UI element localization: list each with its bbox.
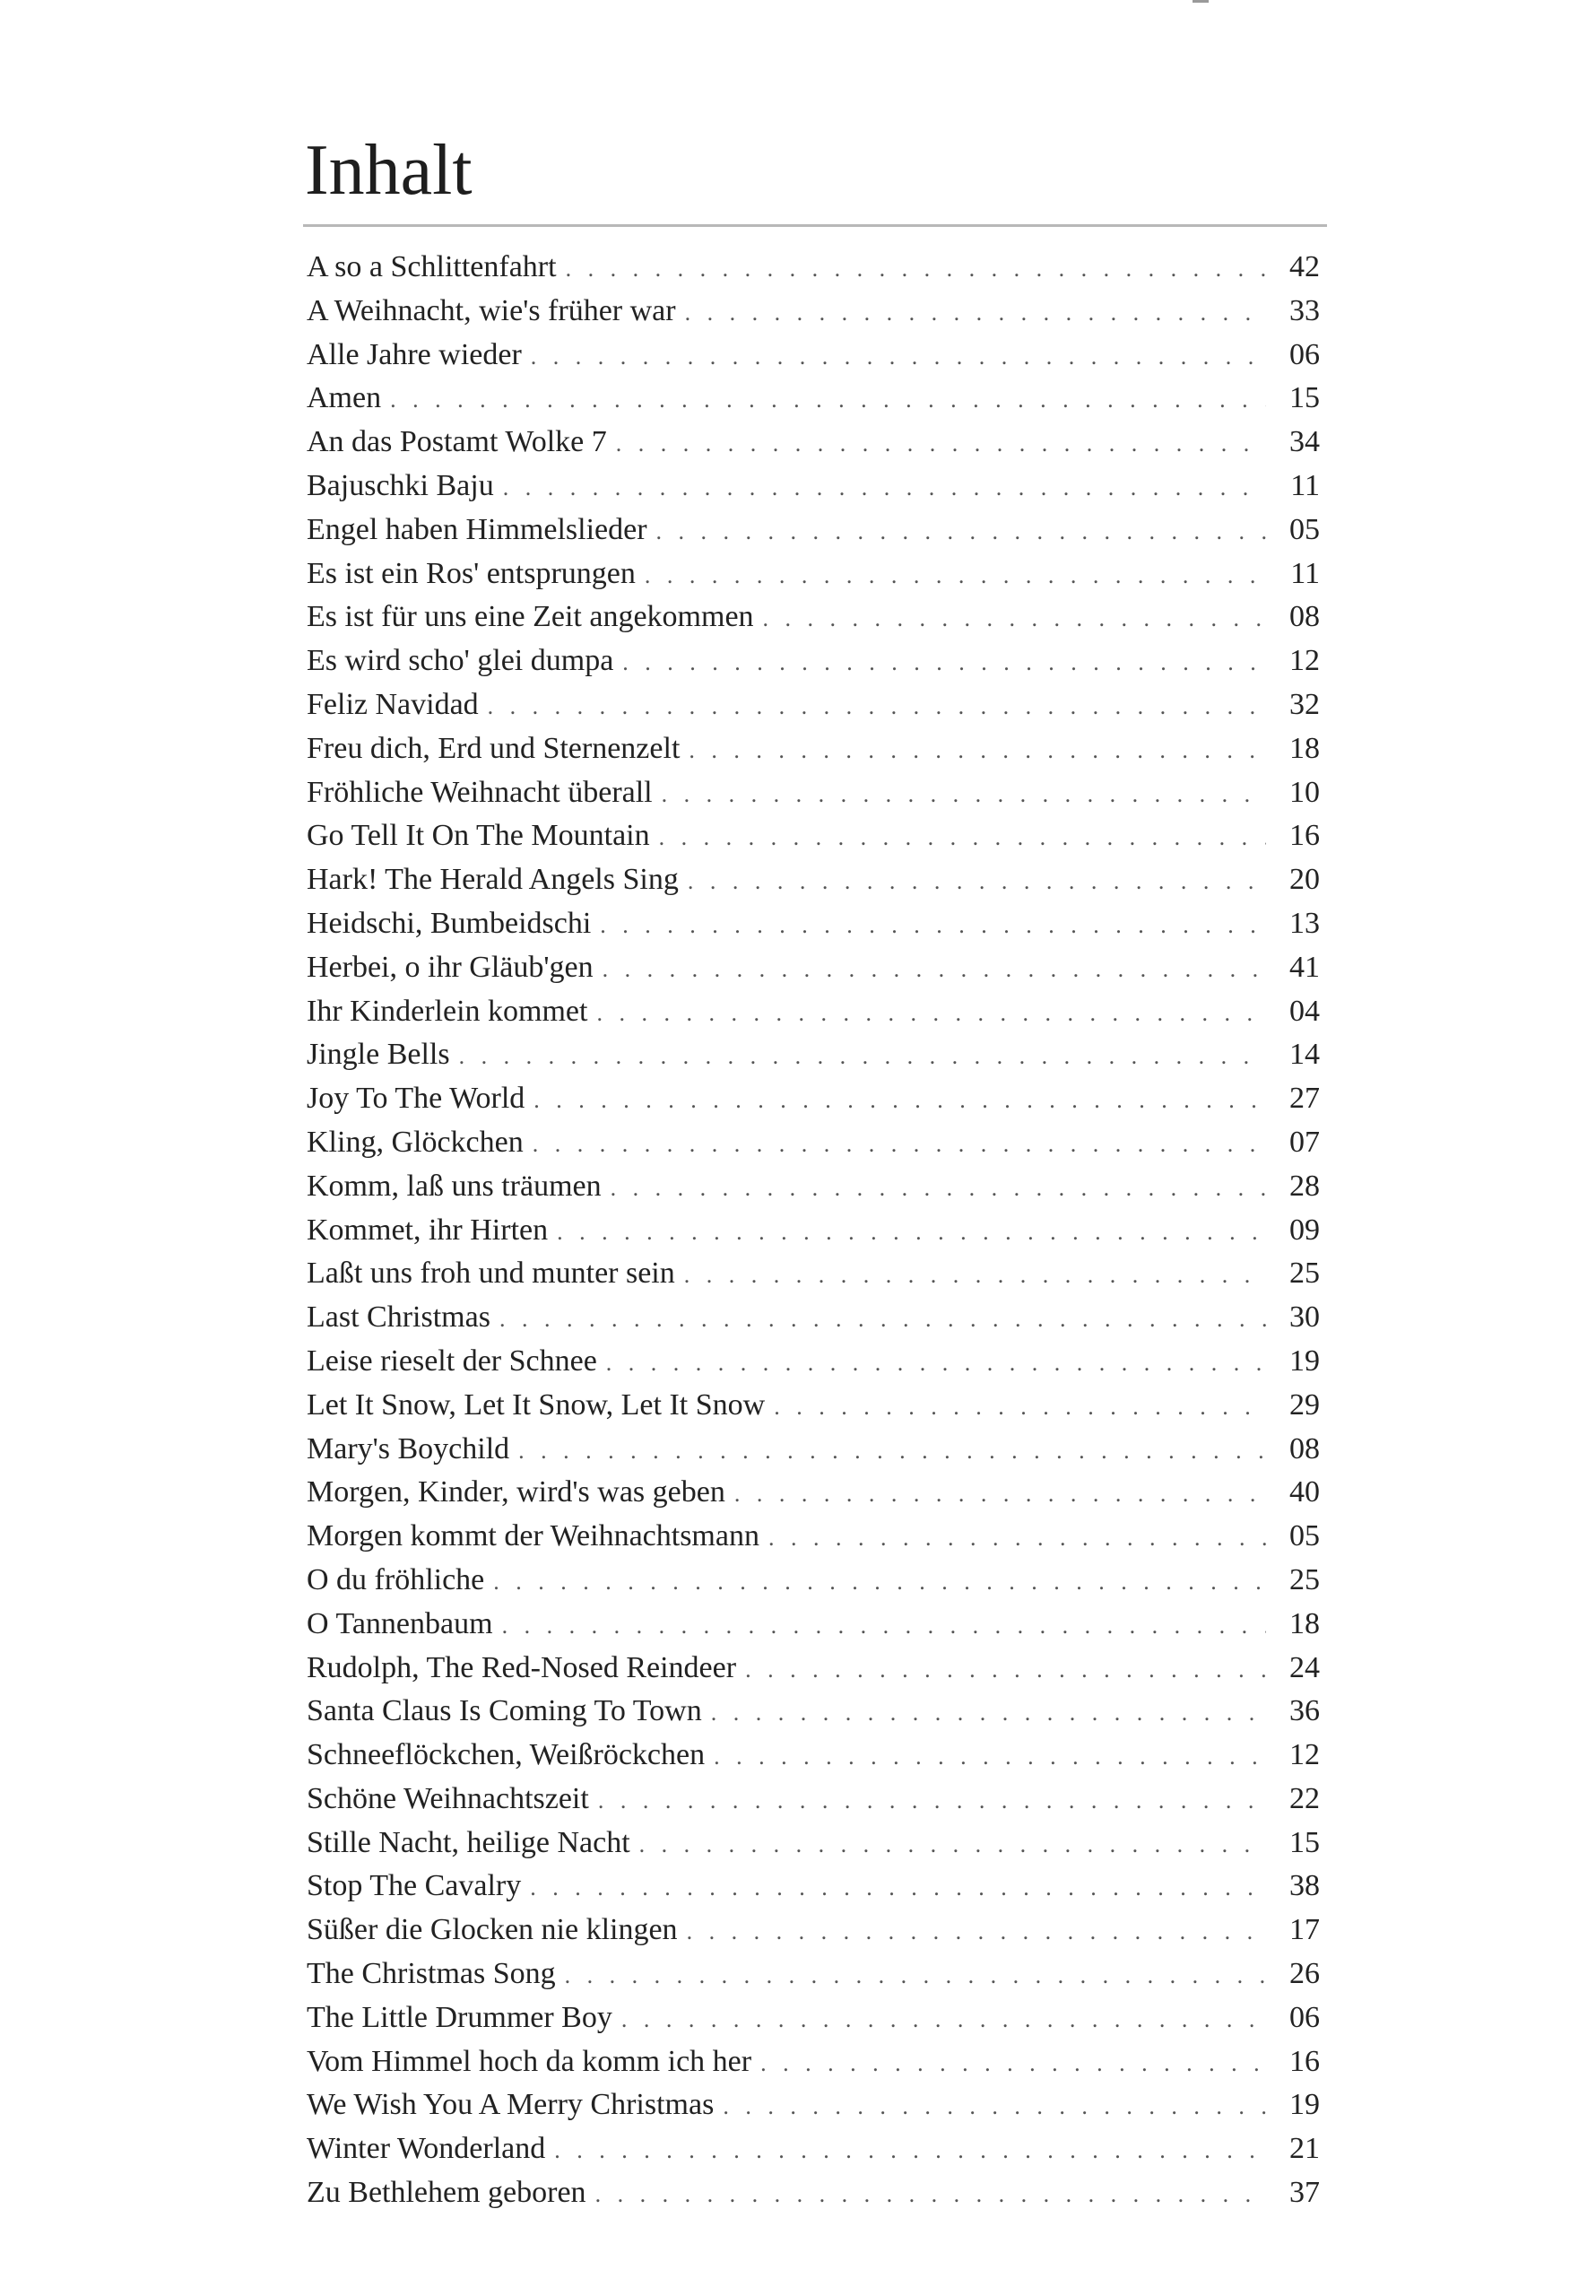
toc-entry-title: Engel haben Himmelslieder [307, 512, 647, 546]
toc-entry-page-number: 14 [1289, 1038, 1320, 1072]
dot-leader [598, 1779, 1266, 1823]
toc-entry-page-number: 06 [1289, 2000, 1320, 2034]
toc-entry-title: We Wish You A Merry Christmas [307, 2088, 715, 2122]
toc-entry-title: Es wird scho' glei dumpa [307, 644, 614, 678]
dot-leader [603, 948, 1266, 992]
toc-entry-page-number: 08 [1289, 1431, 1320, 1465]
toc-entry[interactable] [307, 1033, 1320, 1077]
toc-entry[interactable] [307, 1822, 1320, 1866]
dot-leader [390, 378, 1266, 422]
dot-leader [639, 1823, 1266, 1867]
toc-entry[interactable] [307, 1296, 1320, 1340]
toc-entry[interactable] [307, 1384, 1320, 1428]
toc-entry[interactable] [307, 1996, 1320, 2040]
dot-leader [533, 1079, 1266, 1123]
toc-entry-page-number: 22 [1289, 1781, 1320, 1815]
toc-entry[interactable] [307, 1515, 1320, 1559]
toc-entry-page-number: 26 [1289, 1957, 1320, 1991]
toc-entry-page-number: 24 [1289, 1650, 1320, 1684]
dot-leader [595, 2173, 1266, 2217]
toc-entry-page-number: 36 [1289, 1694, 1320, 1728]
toc-entry[interactable] [307, 771, 1320, 815]
toc-entry-title: Santa Claus Is Coming To Town [307, 1694, 702, 1728]
dot-leader [530, 1866, 1266, 1910]
toc-entry-title: Morgen, Kinder, wird's was geben [307, 1475, 725, 1509]
toc-entry-page-number: 38 [1289, 1869, 1320, 1903]
toc-entry-title: Joy To The World [307, 1082, 525, 1116]
toc-entry[interactable] [307, 990, 1320, 1034]
dot-leader [685, 291, 1266, 335]
toc-entry[interactable] [307, 639, 1320, 683]
toc-entry-title: Laßt uns froh und munter sein [307, 1257, 675, 1291]
toc-entry-page-number: 16 [1289, 819, 1320, 853]
toc-entry-page-number: 30 [1289, 1300, 1320, 1335]
toc-entry-title: A Weihnacht, wie's früher war [307, 293, 676, 327]
toc-entry[interactable] [307, 552, 1320, 596]
toc-entry[interactable] [307, 1909, 1320, 1952]
dot-leader [557, 1211, 1266, 1255]
toc-entry-page-number: 05 [1289, 1519, 1320, 1553]
toc-entry[interactable] [307, 858, 1320, 902]
toc-entry[interactable] [307, 727, 1320, 771]
toc-entry-page-number: 13 [1289, 906, 1320, 940]
toc-entry[interactable] [307, 1121, 1320, 1165]
toc-entry-page-number: 15 [1289, 381, 1320, 415]
toc-entry[interactable] [307, 1952, 1320, 1996]
toc-entry-title: Go Tell It On The Mountain [307, 819, 650, 853]
toc-entry-page-number: 21 [1289, 2132, 1320, 2166]
dot-leader [714, 1735, 1266, 1779]
dot-leader [662, 773, 1266, 817]
toc-entry-page-number: 05 [1289, 512, 1320, 546]
toc-entry-title: Komm, laß uns träumen [307, 1169, 602, 1203]
dot-leader [687, 1910, 1266, 1954]
toc-entry-page-number: 33 [1289, 293, 1320, 327]
toc-entry-title: Stille Nacht, heilige Nacht [307, 1825, 630, 1859]
toc-entry[interactable] [307, 290, 1320, 334]
dot-leader [531, 335, 1266, 379]
toc-entry[interactable] [307, 465, 1320, 509]
dot-leader [711, 1692, 1266, 1735]
dot-leader [622, 641, 1266, 685]
toc-entry-title: Hark! The Herald Angels Sing [307, 863, 679, 897]
toc-entry[interactable] [307, 683, 1320, 727]
toc-entry-title: Schöne Weihnachtszeit [307, 1781, 589, 1815]
dot-leader [554, 2129, 1266, 2173]
toc-entry-page-number: 28 [1289, 1169, 1320, 1203]
toc-entry[interactable] [307, 421, 1320, 465]
toc-entry-title: Ihr Kinderlein kommet [307, 994, 588, 1028]
toc-entry[interactable] [307, 1471, 1320, 1515]
toc-entry-title: Herbei, o ihr Gläub'gen [307, 950, 594, 984]
toc-entry-title: Es ist für uns eine Zeit angekommen [307, 600, 754, 634]
toc-entry[interactable] [307, 2171, 1320, 2215]
toc-entry-title: Jingle Bells [307, 1038, 450, 1072]
toc-entry-title: Amen [307, 381, 382, 415]
toc-entry[interactable] [307, 1690, 1320, 1734]
dot-leader [689, 729, 1266, 773]
toc-entry[interactable] [307, 2040, 1320, 2084]
toc-entry-title: Freu dich, Erd und Sternenzelt [307, 731, 681, 765]
toc-entry-title: Let It Snow, Let It Snow, Let It Snow [307, 1387, 766, 1422]
toc-entry-title: Winter Wonderland [307, 2132, 546, 2166]
toc-entry[interactable] [307, 1559, 1320, 1603]
toc-entry-title: Heidschi, Bumbeidschi [307, 906, 592, 940]
dot-leader [459, 1035, 1266, 1079]
dot-leader [745, 1648, 1266, 1692]
dot-leader [565, 1954, 1266, 1998]
toc-entry[interactable] [307, 1647, 1320, 1691]
crop-mark [1193, 0, 1209, 3]
toc-entry-title: O Tannenbaum [307, 1606, 493, 1640]
toc-entry-page-number: 20 [1289, 863, 1320, 897]
dot-leader [616, 422, 1266, 466]
toc-entry-title: Es ist ein Ros' entsprungen [307, 556, 636, 590]
toc-entry-title: Feliz Navidad [307, 687, 479, 721]
dot-leader [768, 1517, 1266, 1561]
dot-leader [688, 860, 1266, 904]
toc-entry-title: Last Christmas [307, 1300, 490, 1335]
toc-entry-page-number: 06 [1289, 337, 1320, 371]
title-divider [303, 224, 1327, 227]
toc-entry-page-number: 32 [1289, 687, 1320, 721]
dot-leader [763, 597, 1266, 641]
toc-entry-title: Stop The Cavalry [307, 1869, 522, 1903]
toc-entry-page-number: 18 [1289, 731, 1320, 765]
toc-entry-title: Mary's Boychild [307, 1431, 510, 1465]
dot-leader [611, 1167, 1266, 1211]
toc-entry[interactable] [307, 1209, 1320, 1253]
toc-entry[interactable] [307, 946, 1320, 990]
toc-entry[interactable] [307, 1778, 1320, 1822]
toc-entry-page-number: 29 [1289, 1387, 1320, 1422]
dot-leader [621, 1998, 1266, 2042]
toc-entry[interactable] [307, 1865, 1320, 1909]
toc-entry-title: Rudolph, The Red-Nosed Reindeer [307, 1650, 737, 1684]
toc-entry[interactable] [307, 334, 1320, 378]
toc-entry[interactable] [307, 902, 1320, 946]
toc-entry-title: Zu Bethlehem geboren [307, 2176, 586, 2210]
toc-entry-title: A so a Schlittenfahrt [307, 250, 557, 283]
toc-entry-page-number: 25 [1289, 1257, 1320, 1291]
toc-entry-page-number: 27 [1289, 1082, 1320, 1116]
dot-leader [493, 1561, 1266, 1605]
toc-entry-page-number: 11 [1290, 468, 1320, 502]
toc-entry-title: An das Postamt Wolke 7 [307, 425, 607, 459]
toc-entry[interactable] [307, 814, 1320, 858]
table-of-contents [307, 246, 1320, 2215]
toc-entry[interactable] [307, 596, 1320, 639]
toc-entry-page-number: 07 [1289, 1125, 1320, 1159]
dot-leader [502, 1605, 1266, 1648]
toc-entry-page-number: 19 [1289, 1344, 1320, 1378]
toc-entry[interactable] [307, 246, 1320, 290]
dot-leader [734, 1473, 1266, 1517]
toc-entry-title: Süßer die Glocken nie klingen [307, 1913, 678, 1947]
toc-entry-page-number: 25 [1289, 1562, 1320, 1596]
toc-entry[interactable] [307, 1734, 1320, 1778]
toc-entry[interactable] [307, 1252, 1320, 1296]
toc-entry-page-number: 34 [1289, 425, 1320, 459]
toc-entry-title: Bajuschki Baju [307, 468, 494, 502]
toc-entry[interactable] [307, 1077, 1320, 1121]
toc-entry-title: Alle Jahre wieder [307, 337, 522, 371]
toc-entry-title: The Little Drummer Boy [307, 2000, 612, 2034]
toc-entry-page-number: 41 [1289, 950, 1320, 984]
dot-leader [488, 685, 1266, 729]
toc-entry-page-number: 15 [1289, 1825, 1320, 1859]
toc-entry-title: Leise rieselt der Schnee [307, 1344, 597, 1378]
toc-entry-page-number: 09 [1289, 1213, 1320, 1247]
dot-leader [774, 1386, 1266, 1430]
dot-leader [684, 1254, 1266, 1298]
dot-leader [659, 816, 1266, 860]
dot-leader [533, 1123, 1266, 1167]
dot-leader [518, 1430, 1266, 1474]
page-title: Inhalt [305, 131, 473, 210]
dot-leader [596, 992, 1266, 1036]
dot-leader [499, 1298, 1266, 1342]
toc-entry-title: Kling, Glöckchen [307, 1125, 524, 1159]
toc-entry-page-number: 17 [1289, 1913, 1320, 1947]
dot-leader [760, 2042, 1266, 2086]
toc-entry-page-number: 42 [1289, 250, 1320, 283]
toc-entry-page-number: 37 [1289, 2176, 1320, 2210]
toc-entry-page-number: 12 [1289, 1738, 1320, 1772]
toc-entry-page-number: 08 [1289, 600, 1320, 634]
dot-leader [503, 466, 1266, 510]
dot-leader [606, 1342, 1266, 1386]
toc-entry-title: Vom Himmel hoch da komm ich her [307, 2044, 752, 2078]
dot-leader [656, 510, 1266, 554]
toc-entry-title: The Christmas Song [307, 1957, 556, 1991]
toc-entry[interactable] [307, 1165, 1320, 1209]
toc-entry-page-number: 10 [1289, 775, 1320, 809]
toc-entry[interactable] [307, 2127, 1320, 2171]
dot-leader [566, 248, 1266, 291]
toc-entry-page-number: 16 [1289, 2044, 1320, 2078]
toc-entry[interactable] [307, 1603, 1320, 1647]
toc-entry-title: Kommet, ihr Hirten [307, 1213, 549, 1247]
dot-leader [723, 2085, 1266, 2129]
toc-entry-page-number: 11 [1290, 556, 1320, 590]
toc-entry-page-number: 40 [1289, 1475, 1320, 1509]
toc-entry[interactable] [307, 509, 1320, 552]
toc-entry[interactable] [307, 1340, 1320, 1384]
toc-entry-page-number: 12 [1289, 644, 1320, 678]
toc-entry-title: Fröhliche Weihnacht überall [307, 775, 653, 809]
toc-entry[interactable] [307, 2083, 1320, 2127]
dot-leader [645, 554, 1266, 598]
toc-entry-title: Schneeflöckchen, Weißröckchen [307, 1738, 706, 1772]
toc-entry[interactable] [307, 1428, 1320, 1472]
toc-entry-page-number: 18 [1289, 1606, 1320, 1640]
dot-leader [600, 904, 1266, 948]
toc-entry-page-number: 19 [1289, 2088, 1320, 2122]
toc-entry-title: O du fröhliche [307, 1562, 485, 1596]
toc-entry-page-number: 04 [1289, 994, 1320, 1028]
toc-entry[interactable] [307, 377, 1320, 421]
toc-entry-title: Morgen kommt der Weihnachtsmann [307, 1519, 759, 1553]
